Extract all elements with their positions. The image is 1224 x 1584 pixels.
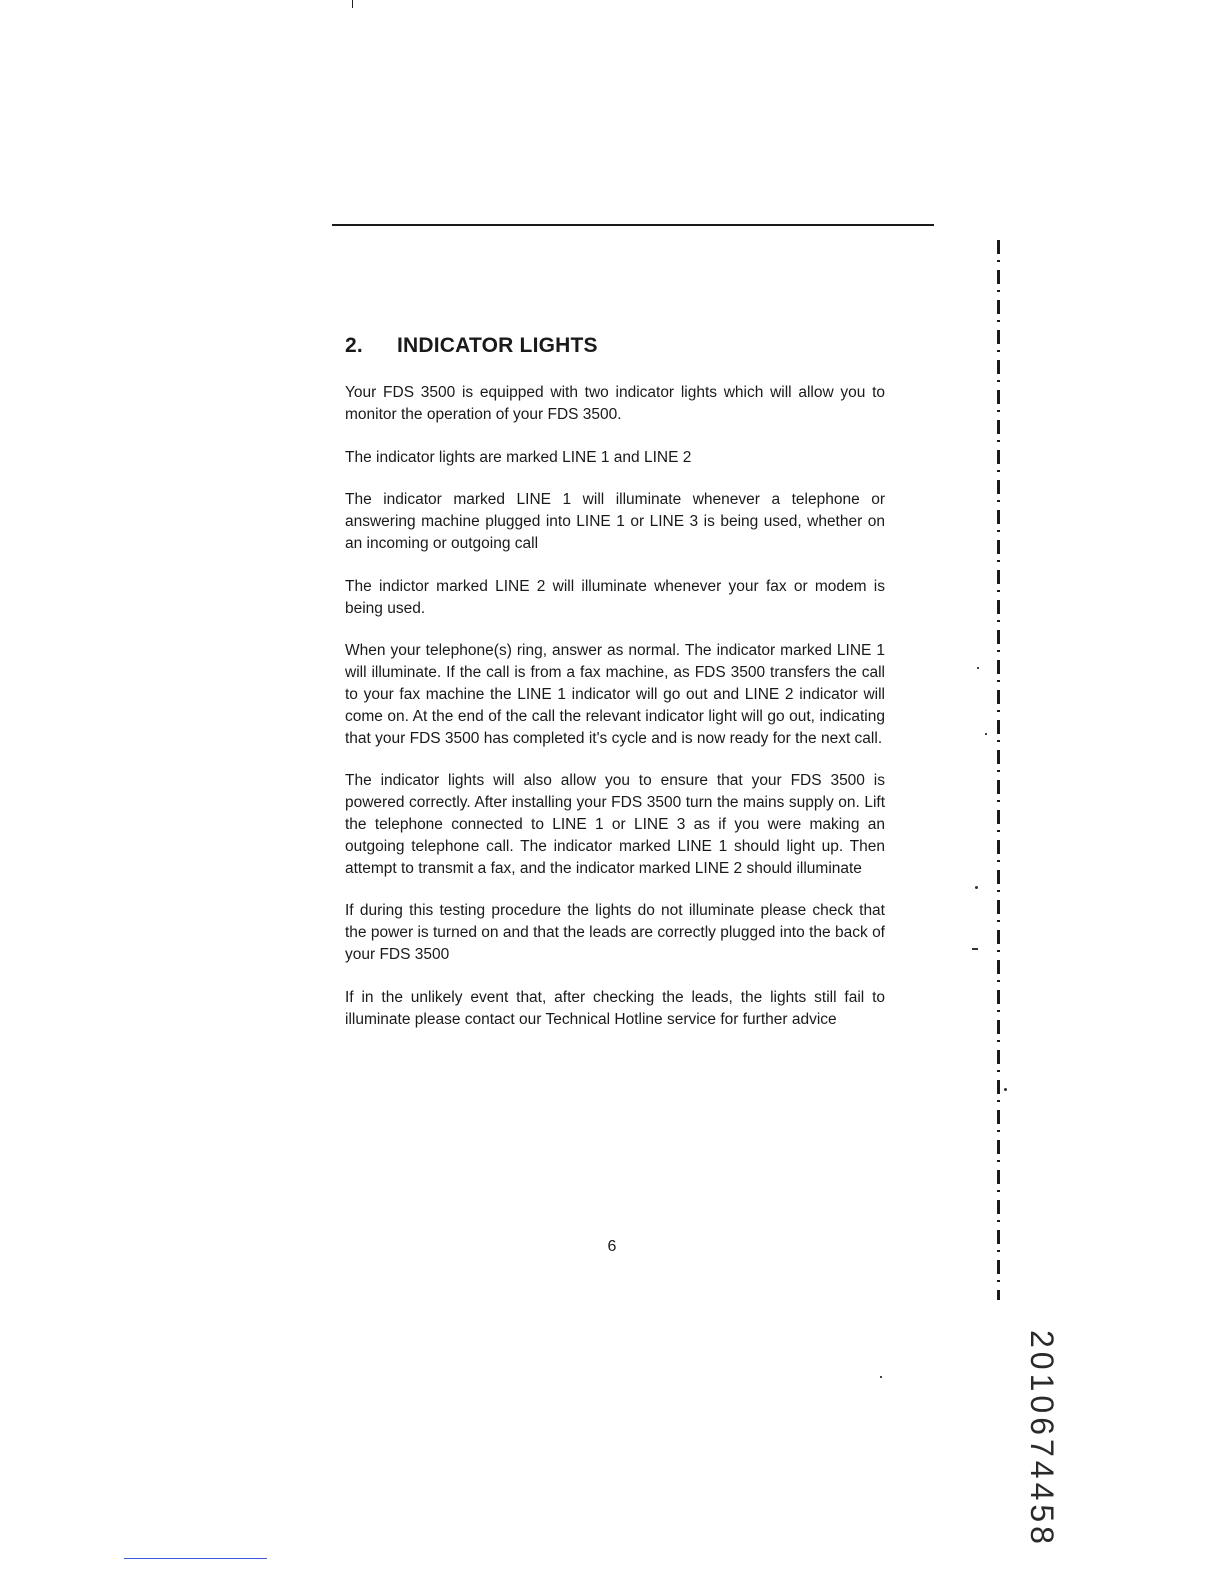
scan-dot xyxy=(975,886,978,889)
paragraph: The indicator lights are marked LINE 1 and LINE 2 xyxy=(345,448,692,466)
scan-mark xyxy=(352,0,353,8)
scan-dash xyxy=(972,948,978,950)
bates-stamp xyxy=(1000,1330,1080,1548)
paragraph: The indicator marked LINE 1 will illuminate whenever a telephone or answering machine plugged into LINE 1 or LINE 3 is being used, whether on an incoming or outgoing call xyxy=(345,491,885,552)
scan-dot xyxy=(985,733,987,735)
paragraph: The indicator lights will also allow you to ensure that your FDS 3500 is powered correctly. After installing your FDS 3500 turn the mains supply on. Lift the telephone connected to LINE 1 or LINE 3 as if you were making an outgoing telephone call. The indicator marked LINE 1 should light up. Then attempt to transmit a fax, and the indicator marked LINE 2 should illuminate xyxy=(345,772,885,877)
scan-dot xyxy=(880,1376,882,1378)
page-number: 6 xyxy=(607,1238,617,1255)
scan-page-edge xyxy=(997,240,1000,1300)
section-heading xyxy=(345,334,885,358)
paragraph: Your FDS 3500 is equipped with two indicator lights which will allow you to monitor the operation of your FDS 3500. xyxy=(345,384,885,423)
main-content xyxy=(345,334,885,1051)
paragraph: If during this testing procedure the lights do not illuminate please check that the power is turned on and that the leads are correctly plugged into the back of your FDS 3500 xyxy=(345,902,885,963)
paragraph: If in the unlikely event that, after checking the leads, the lights still fail to illuminate please contact our Technical Hotline service for further advice xyxy=(345,988,885,1028)
header-rule xyxy=(332,224,934,226)
section-number: 2. xyxy=(345,334,363,357)
paragraph: When your telephone(s) ring, answer as normal. The indicator marked LINE 1 will illuminate. If the call is from a fax machine, as FDS 3500 transfers the call to your fax machine the LINE 1 indicator will go out and LINE 2 indicator will come on. At the end of the call the relevant indicator light will go out, indicating that your FDS 3500 has completed it's cycle and is now ready for the next call. xyxy=(345,642,885,747)
scan-underline xyxy=(124,1558,267,1559)
scan-dot xyxy=(1004,1088,1007,1091)
bates-number: 2010674458 xyxy=(1024,1330,1060,1548)
scan-dot xyxy=(977,667,979,669)
section-title: INDICATOR LIGHTS xyxy=(397,334,598,357)
paragraph: The indictor marked LINE 2 will illuminate whenever your fax or modem is being used. xyxy=(345,577,885,617)
